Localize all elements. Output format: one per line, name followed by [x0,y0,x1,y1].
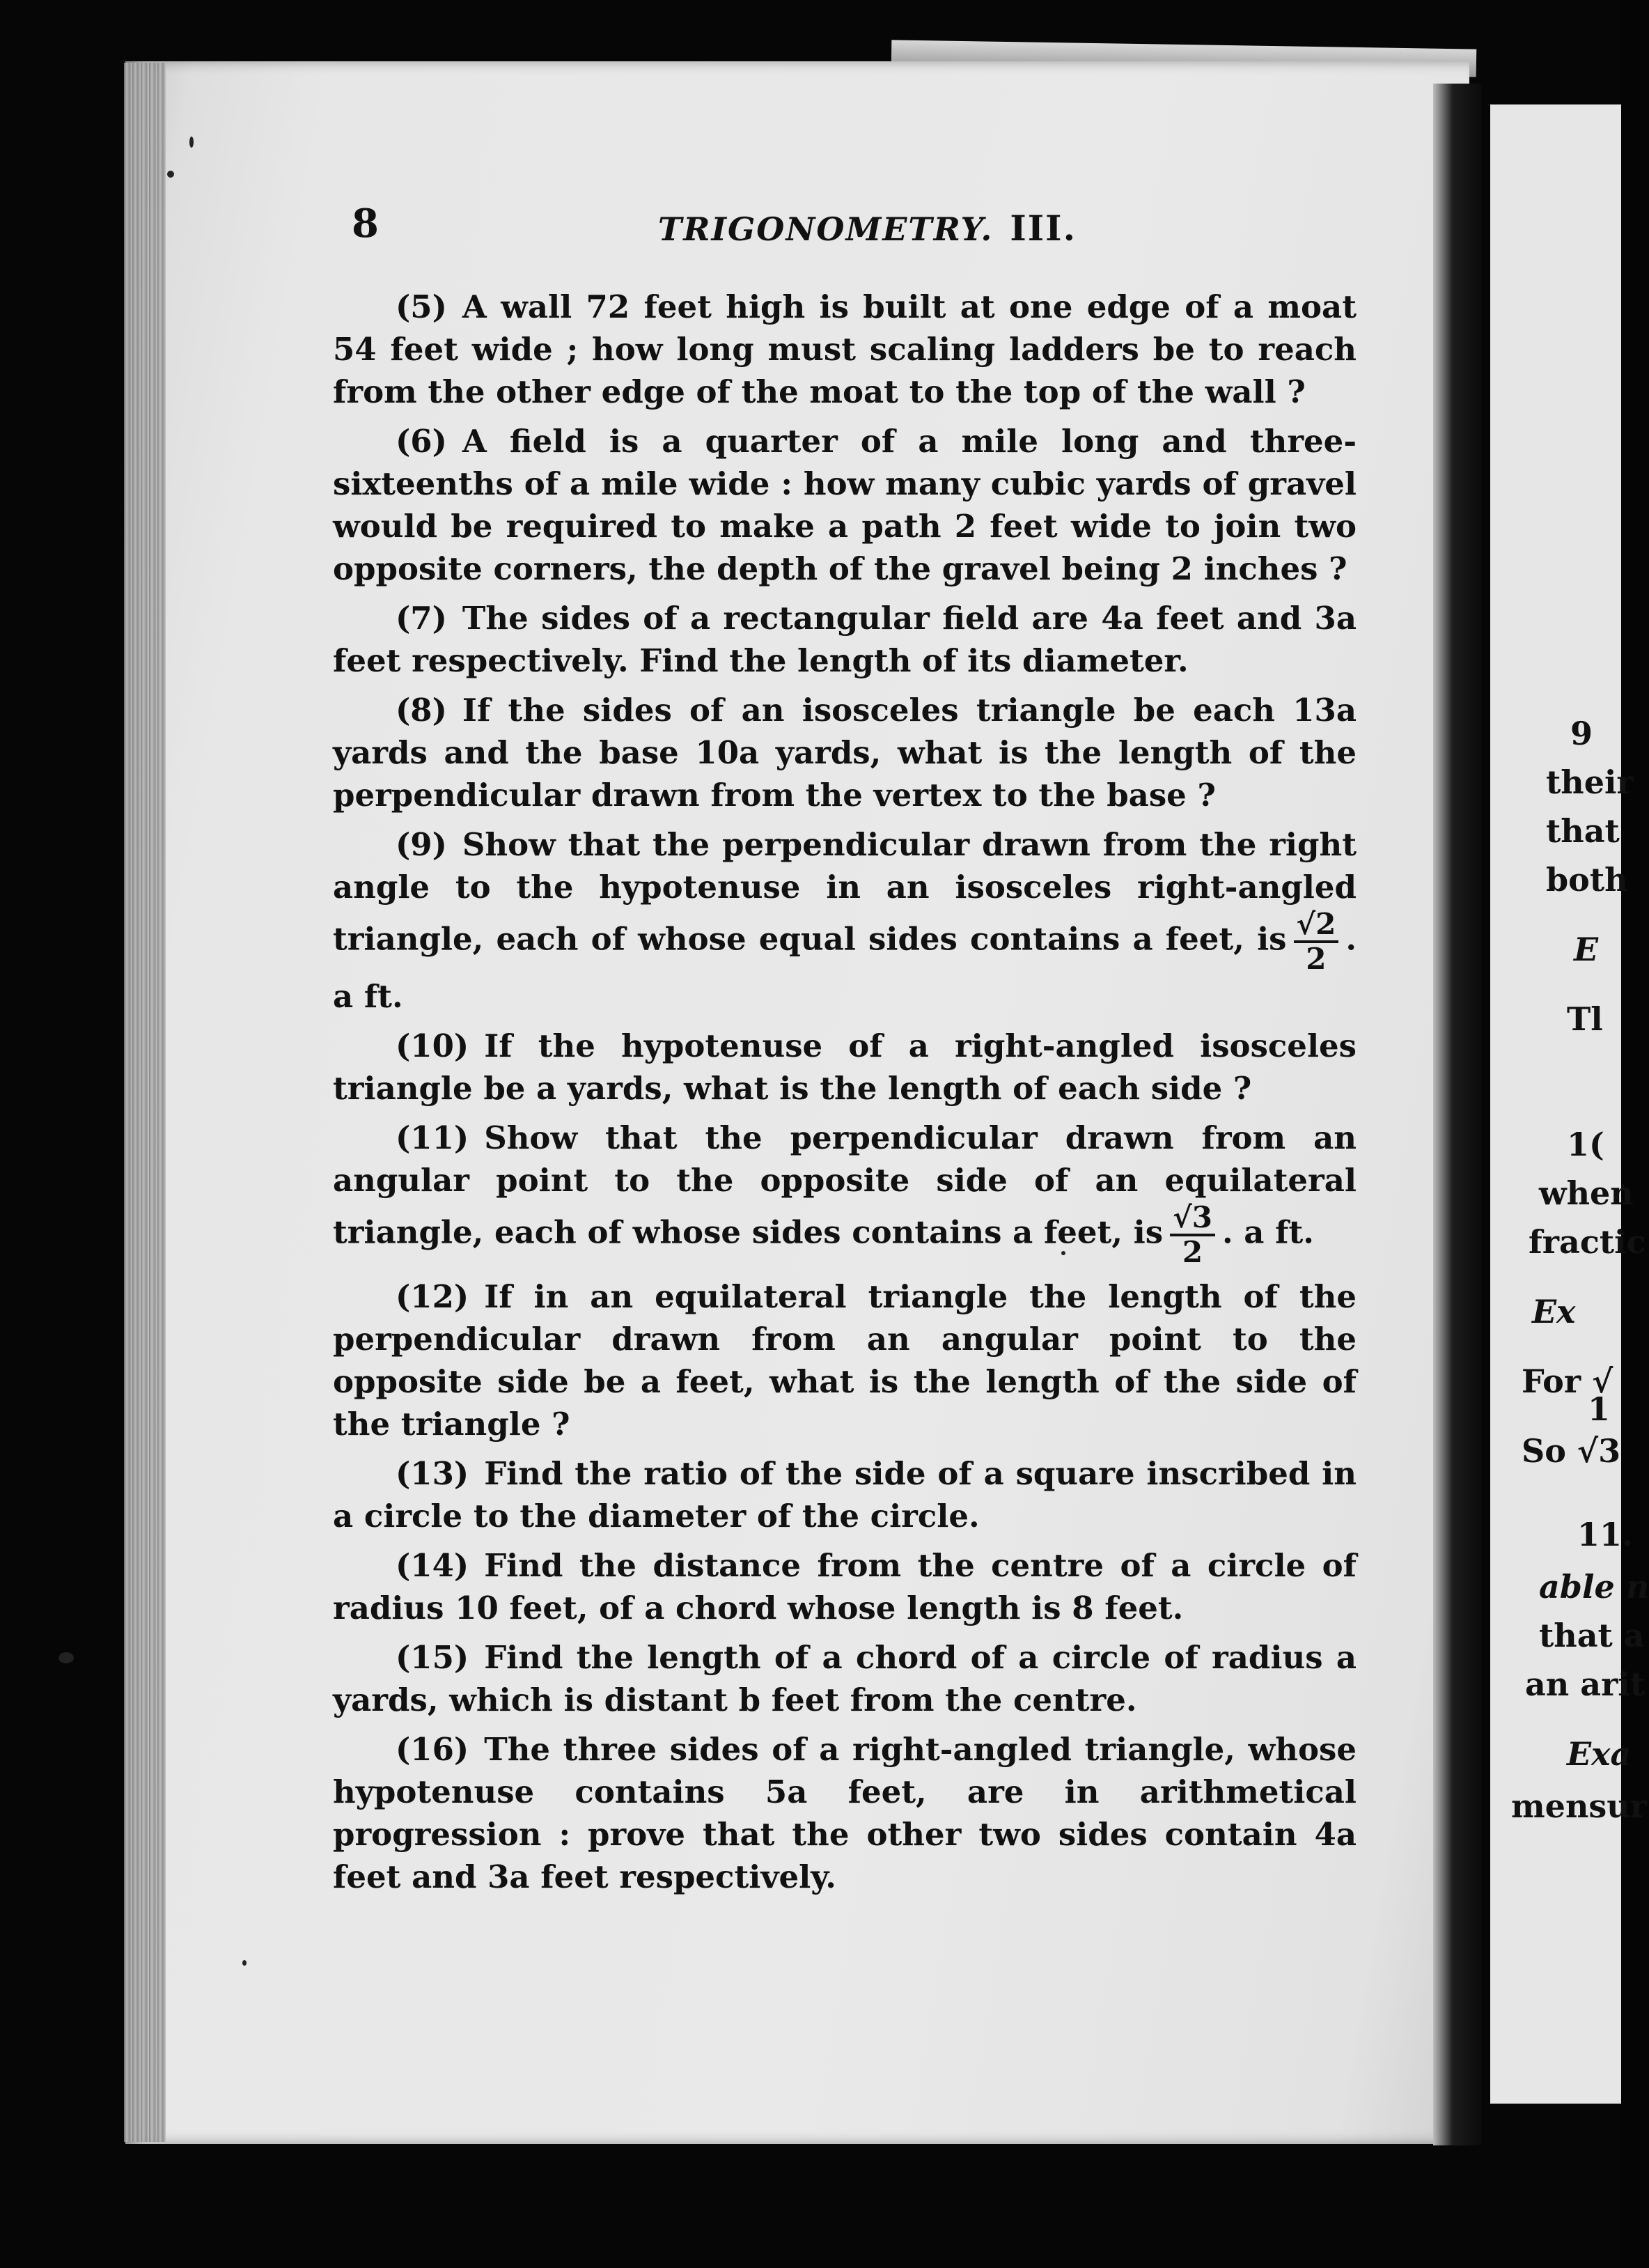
right-page-text-fragment: So √3 [1522,1432,1621,1470]
right-page-text-fragment: Tl [1567,1000,1603,1038]
dust-mark [242,1960,247,1966]
exercise-number: (15) [396,1639,469,1676]
exercise-text: Show that the perpendicular drawn from the right angle to the hypotenuse in an isosceles right-angled triangle, each of whose equal sides contains a feet, is [333,826,1357,958]
exercise-item [333,689,1357,816]
right-page-text-fragment: E [1574,931,1599,968]
exercise-item [333,1636,1357,1721]
right-page-text-fragment: For √ [1522,1362,1613,1400]
exercise-number: (10) [396,1027,469,1064]
dust-mark [1061,1251,1065,1255]
exercise-item [333,1728,1357,1898]
right-page-text-fragment: able n [1539,1568,1649,1606]
right-page-text-fragment: both [1546,861,1628,899]
running-head-title: TRIGONOMETRY. [658,210,994,248]
dust-mark [167,171,174,178]
exercise-item [333,420,1357,590]
exercise-item [333,1544,1357,1629]
exercise-text: Find the ratio of the side of a square inscribed in a circle to the diameter of the circle. [333,1455,1357,1535]
fraction-denominator: 2 [1306,942,1327,976]
exercise-text: The three sides of a right-angled triangle, whose hypotenuse contains 5a feet, are in arithmetical progression : prove that the other two sides contain 4a feet and 3a feet respectively. [333,1731,1357,1895]
exercise-text-tail: . a ft. [1221,1213,1314,1251]
right-page-text-fragment: 9 [1570,715,1593,752]
exercise-text-tail: . a ft. [333,920,1357,1015]
book-gutter [1433,84,1482,2145]
right-page-text-fragment: Ex [1532,1293,1576,1330]
exercise-number: (16) [396,1731,469,1768]
exercise-text: If the sides of an isosceles triangle be each 13a yards and the base 10a yards, what is the length of the perpendicular drawn from the vertex to the base ? [333,692,1357,814]
exercise-item [333,1117,1357,1268]
right-page-text-fragment: fractic [1529,1223,1646,1261]
page-number: 8 [352,201,379,247]
exercise-item [333,597,1357,682]
running-head [658,208,1077,249]
exercise-number: (13) [396,1455,469,1492]
exercise-list [333,286,1357,1905]
fraction-denominator: 2 [1182,1235,1203,1269]
exercise-text: If in an equilateral triangle the length of the perpendicular drawn from an angular point to the opposite side be a feet, what is the length of the side of the triangle ? [333,1278,1357,1443]
exercise-item [333,1275,1357,1445]
exercise-text: A field is a quarter of a mile long and three-sixteenths of a mile wide : how many cubic yards of gravel would be required to make a path 2 feet wide to join two opposite corners, the depth of the gravel being 2 inches ? [333,423,1357,587]
right-page-text-fragment: mensur [1511,1787,1647,1825]
exercise-text: A wall 72 feet high is built at one edge of a moat 54 feet wide ; how long must scaling ladders be to reach from the other edge of the moat to the top of the wall ? [333,288,1357,410]
right-page-text-fragment: 1 [1588,1390,1611,1428]
exercise-number: (12) [396,1278,469,1315]
exercise-item [333,1025,1357,1110]
exercise-number: (11) [396,1119,469,1156]
right-page-text-fragment: that [1546,812,1620,850]
fraction-numerator: √3 [1170,1202,1215,1236]
exercise-text: Find the distance from the centre of a circle of radius 10 feet, of a chord whose length is 8 feet. [333,1547,1357,1626]
exercise-number: (5) [396,288,447,325]
exercise-number: (14) [396,1547,469,1584]
dust-mark [189,137,194,148]
exercise-number: (7) [396,600,447,637]
right-page-fragment [1490,104,1649,2104]
exercise-item [333,1452,1357,1537]
exercise-item [333,286,1357,413]
fraction [1294,908,1339,975]
exercise-item [333,823,1357,1018]
exercise-text: The sides of a rectangular field are 4a feet and 3a feet respectively. Find the length of its diameter. [333,600,1357,679]
exercise-text: Show that the perpendicular drawn from an angular point to the opposite side of an equilateral triangle, each of whose sides contains a feet, is [333,1119,1357,1251]
exercise-number: (9) [396,826,447,863]
right-page-text-fragment: 11. [1577,1516,1634,1553]
right-page-text-fragment: their [1546,763,1634,801]
right-page-text-fragment: an arit [1525,1665,1646,1703]
right-page-text-fragment: Exa [1567,1735,1632,1773]
page-edges [124,63,166,2142]
fraction-numerator: √2 [1294,908,1339,943]
exercise-text: Find the length of a chord of a circle of radius a yards, which is distant b feet from the centre. [333,1639,1357,1718]
exercise-text: If the hypotenuse of a right-angled isosceles triangle be a yards, what is the length of each side ? [333,1027,1357,1107]
right-page-text-fragment: 1( [1567,1126,1604,1163]
dust-mark [58,1652,74,1663]
fraction [1170,1202,1215,1268]
right-page-text-fragment: that a [1539,1617,1645,1654]
exercise-number: (8) [396,692,447,729]
exercise-number: (6) [396,423,447,460]
running-head-chapter: III. [1010,208,1077,249]
right-page-text-fragment: when [1539,1174,1634,1212]
